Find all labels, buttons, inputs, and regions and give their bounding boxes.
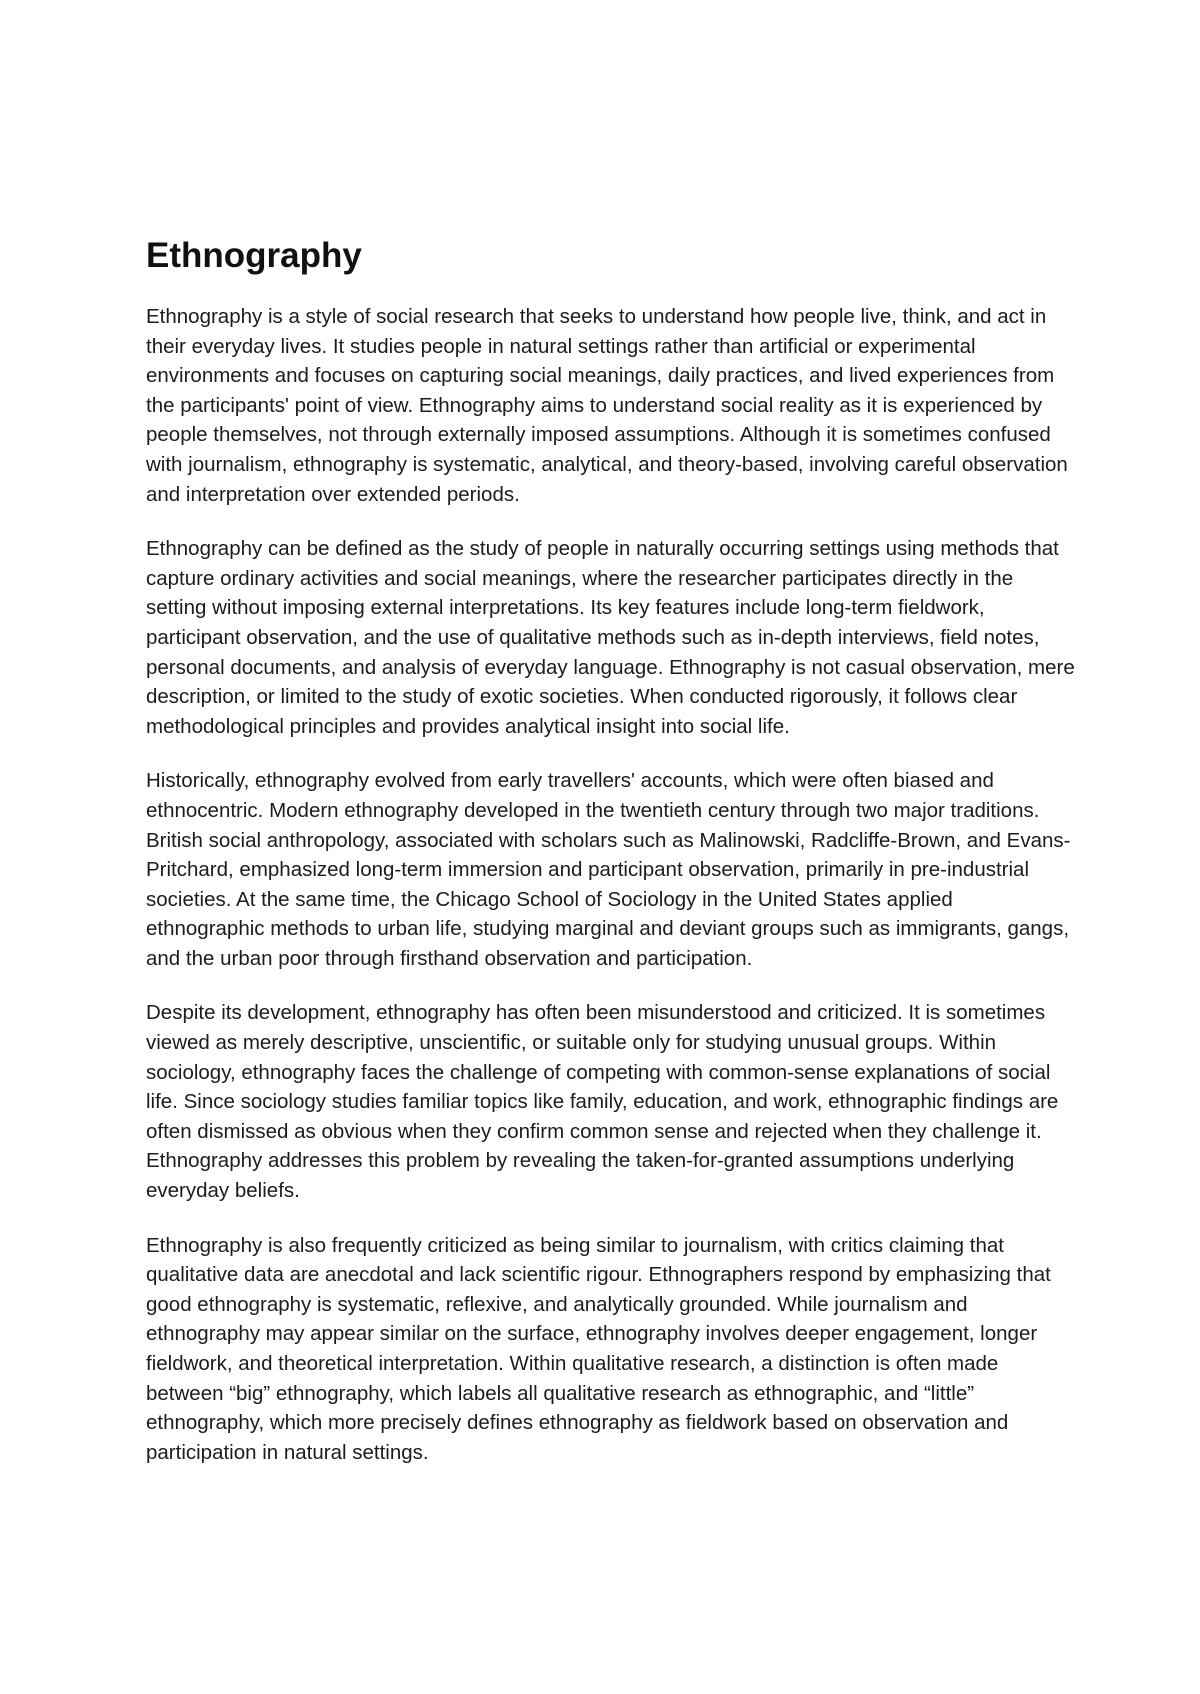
paragraph-history: Historically, ethnography evolved from early travellers' accounts, which were often biased and ethnocentric. Modern ethnography developed in the twentieth century through two major traditions. British social anthropology, associated with scholars such as Malinowski, Radcliffe-Brown, and Evans-Pritchard, emphasized long-term immersion and participant observation, primarily in pre-industrial societies. At the same time, the Chicago School of Sociology in the United States applied ethnographic methods to urban life, studying marginal and deviant groups such as immigrants, gangs, and the urban poor through firsthand observation and participation. xyxy=(146,769,1071,970)
paragraph-introduction: Ethnography is a style of social research that seeks to understand how people live, think, and act in their everyday lives. It studies people in natural settings rather than artificial or experimental environments and focuses on capturing social meanings, daily practices, and lived experiences from the participants' point of view. Ethnography aims to understand social reality as it is experienced by people themselves, not through externally imposed assumptions. Although it is sometimes confused with journalism, ethnography is systematic, analytical, and theory-based, involving careful observation and interpretation over extended periods. xyxy=(146,305,1068,506)
paragraph-definition: Ethnography can be defined as the study of people in naturally occurring settings using methods that capture ordinary activities and social meanings, where the researcher participates directly in the setting without imposing external interpretations. Its key features include long-term fieldwork, participant observation, and the use of qualitative methods such as in-depth interviews, field notes, personal documents, and analysis of everyday language. Ethnography is not casual observation, mere description, or limited to the study of exotic societies. When conducted rigorously, it follows clear methodological principles and provides analytical insight into social life. xyxy=(146,537,1075,738)
paragraph-criticism: Despite its development, ethnography has often been misunderstood and criticized. It is sometimes viewed as merely descriptive, unscientific, or suitable only for studying unusual groups. Within sociology, ethnography faces the challenge of competing with common-sense explanations of social life. Since sociology studies familiar topics like family, education, and work, ethnographic findings are often dismissed as obvious when they confirm common sense and rejected when they challenge it. Ethnography addresses this problem by revealing the taken-for-granted assumptions underlying everyday beliefs. xyxy=(146,1001,1059,1203)
document-body xyxy=(146,232,1076,1492)
paragraph-journalism: Ethnography is also frequently criticized as being similar to journalism, with critics claiming that qualitative data are anecdotal and lack scientific rigour. Ethnographers respond by emphasizing that good ethnography is systematic, reflexive, and analytically grounded. While journalism and ethnography may appear similar on the surface, ethnography involves deeper engagement, longer fieldwork, and theoretical interpretation. Within qualitative research, a distinction is often made between “big” ethnography, which labels all qualitative research as ethnographic, and “little” ethnography, which more precisely defines ethnography as fieldwork based on observation and participation in natural settings. xyxy=(146,1233,1051,1464)
document-title: Ethnography xyxy=(146,236,362,275)
